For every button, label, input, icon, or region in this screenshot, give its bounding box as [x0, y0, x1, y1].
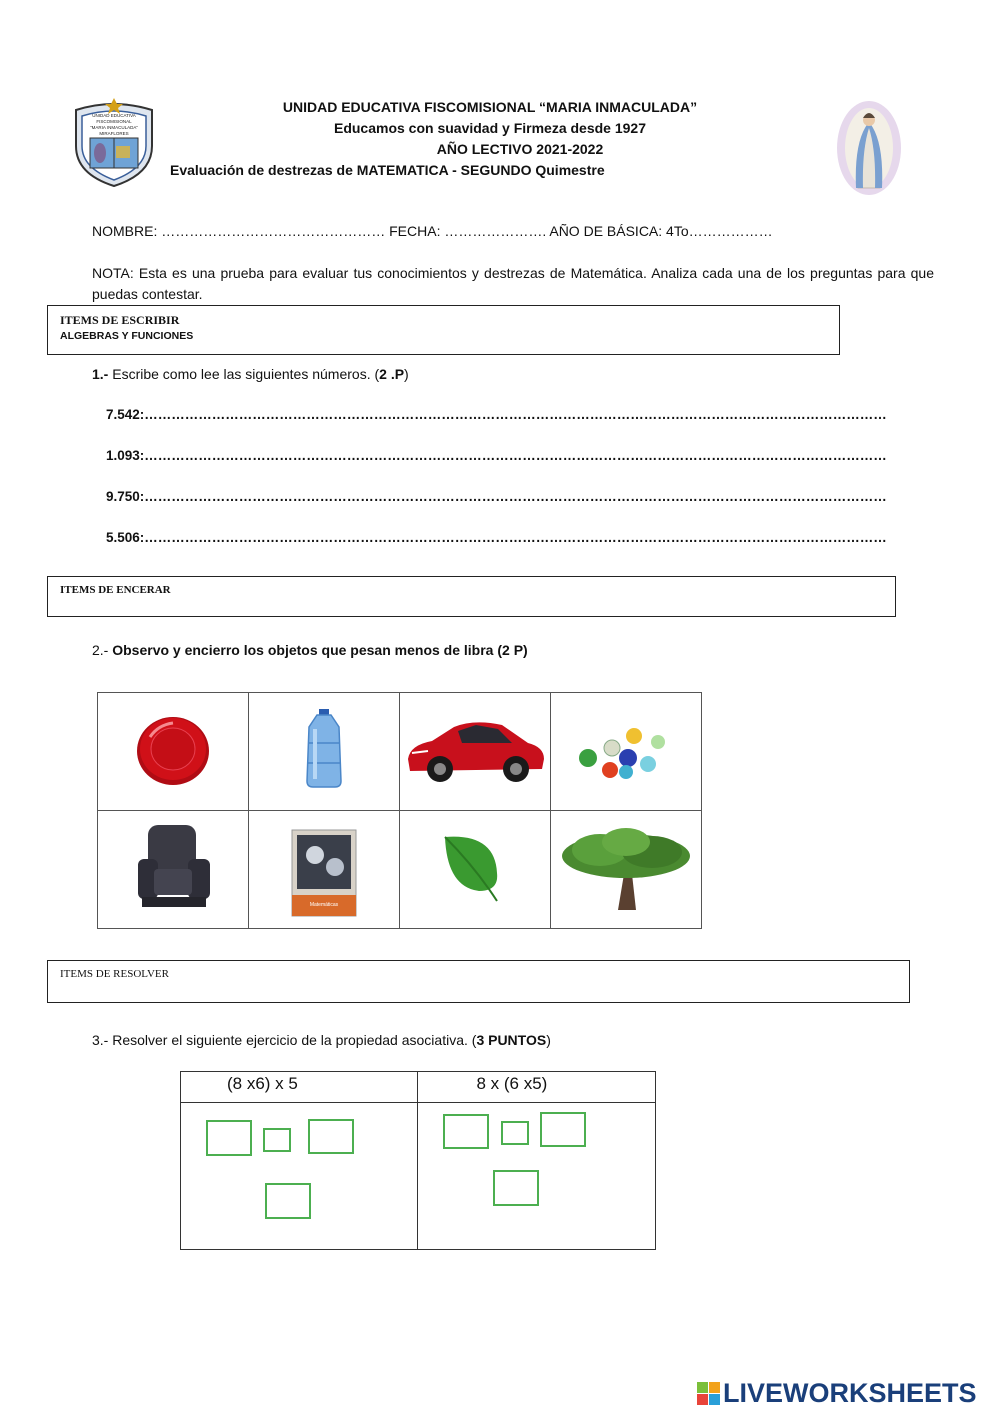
- question-3-points: 3 PUNTOS: [476, 1032, 547, 1048]
- logo-line-1: UNIDAD EDUCATIVA FISCOMISIONAL: [92, 113, 136, 124]
- answer-box-left-4[interactable]: [265, 1183, 311, 1219]
- student-info-line[interactable]: NOMBRE: ………………………………………… FECHA: …………………. AÑO DE BÁSICA: 4To………………: [92, 223, 773, 239]
- answer-line-3[interactable]: [106, 489, 887, 504]
- answer-box-left-2[interactable]: [263, 1128, 291, 1152]
- school-motto: Educamos con suavidad y Firmeza desde 1927: [333, 120, 647, 136]
- answer-box-right-3[interactable]: [540, 1112, 586, 1147]
- question-1-number: 1.-: [92, 366, 109, 382]
- answer-dots: …………………………………………………………………………………………………………………………………………………: [144, 489, 887, 504]
- school-year: AÑO LECTIVO 2021-2022: [436, 141, 604, 157]
- logo-line-3: MIRAFLORES: [99, 131, 129, 136]
- answer-dots: …………………………………………………………………………………………………………………………………………………: [144, 530, 887, 545]
- question-2: [92, 642, 528, 658]
- evaluation-title: Evaluación de destrezas de MATEMATICA - SEGUNDO Quimestre: [170, 162, 605, 178]
- section-writing-title: ITEMS DE ESCRIBIR: [60, 313, 180, 327]
- answer-box-left-1[interactable]: [206, 1120, 252, 1156]
- question-1-text: Escribe como lee las siguientes números. (: [108, 366, 380, 382]
- leaf-icon: [435, 827, 515, 907]
- virgin-mary-image: [836, 100, 902, 196]
- question-3-close: ): [546, 1032, 551, 1048]
- question-1-close: ): [404, 366, 409, 382]
- object-book[interactable]: [249, 811, 400, 929]
- answer-line-4[interactable]: [106, 530, 887, 545]
- logo-text: [78, 113, 150, 137]
- answer-box-right-2[interactable]: [501, 1121, 529, 1145]
- associative-table: [180, 1071, 656, 1250]
- answer-dots: …………………………………………………………………………………………………………………………………………………: [144, 407, 887, 422]
- liveworksheets-watermark: [697, 1378, 977, 1408]
- question-3: [92, 1032, 551, 1048]
- school-name: UNIDAD EDUCATIVA FISCOMISIONAL “MARIA INMACULADA”: [282, 99, 698, 115]
- answer-box-right-1[interactable]: [443, 1114, 489, 1149]
- object-car[interactable]: [400, 693, 551, 811]
- question-1: [92, 366, 409, 382]
- water-jug-icon: [299, 707, 349, 791]
- answer-dots: …………………………………………………………………………………………………………………………………………………: [144, 448, 887, 463]
- book-title: Matemáticas: [309, 902, 339, 908]
- right-expression-cell: [418, 1072, 656, 1103]
- question-2-number: 2.-: [92, 642, 109, 658]
- section-solve-items: [47, 960, 910, 1003]
- section-circle-items: [47, 576, 896, 617]
- answer-box-right-4[interactable]: [493, 1170, 539, 1206]
- marbles-icon: [566, 714, 686, 784]
- plate-icon: [128, 709, 218, 789]
- car-icon: [402, 709, 548, 789]
- question-2-text: Observo y encierro los objetos que pesan menos de libra (2 P): [108, 642, 528, 658]
- answer-label: 7.542:: [106, 407, 145, 422]
- answer-label: 9.750:: [106, 489, 145, 504]
- answer-box-left-3[interactable]: [308, 1119, 354, 1154]
- object-marbles[interactable]: [551, 693, 702, 811]
- armchair-icon: [128, 819, 218, 915]
- right-expression: 8 x (6 x5): [476, 1074, 548, 1093]
- object-water-jug[interactable]: [249, 693, 400, 811]
- object-armchair[interactable]: [98, 811, 249, 929]
- objects-grid: [97, 692, 702, 929]
- object-plate[interactable]: [98, 693, 249, 811]
- object-leaf[interactable]: [400, 811, 551, 929]
- answer-line-1[interactable]: [106, 407, 887, 422]
- object-tree[interactable]: [551, 811, 702, 929]
- left-expression-cell: [181, 1072, 418, 1103]
- instruction-note: NOTA: Esta es una prueba para evaluar tus conocimientos y destrezas de Matemática. Analiza cada una de los preguntas para que puedas contestar.: [92, 265, 934, 302]
- answer-label: 1.093:: [106, 448, 145, 463]
- watermark-text: LIVEWORKSHEETS: [723, 1377, 977, 1408]
- left-expression: (8 x6) x 5: [227, 1074, 298, 1093]
- section-circle-title: ITEMS DE ENCERAR: [60, 584, 171, 596]
- question-1-points: 2 .P: [379, 366, 405, 382]
- section-writing-items: [47, 305, 840, 355]
- logo-line-2: "MARIA INMACULADA": [90, 125, 138, 130]
- section-solve-title: ITEMS DE RESOLVER: [60, 968, 169, 980]
- answer-line-2[interactable]: [106, 448, 887, 463]
- question-3-text: 3.- Resolver el siguiente ejercicio de la propiedad asociativa. (: [92, 1032, 477, 1048]
- tree-icon: [556, 822, 696, 912]
- liveworksheets-logo-icon: [697, 1382, 720, 1405]
- section-writing-subtitle: ALGEBRAS Y FUNCIONES: [60, 330, 194, 342]
- answer-label: 5.506:: [106, 530, 145, 545]
- school-logo: [68, 96, 160, 188]
